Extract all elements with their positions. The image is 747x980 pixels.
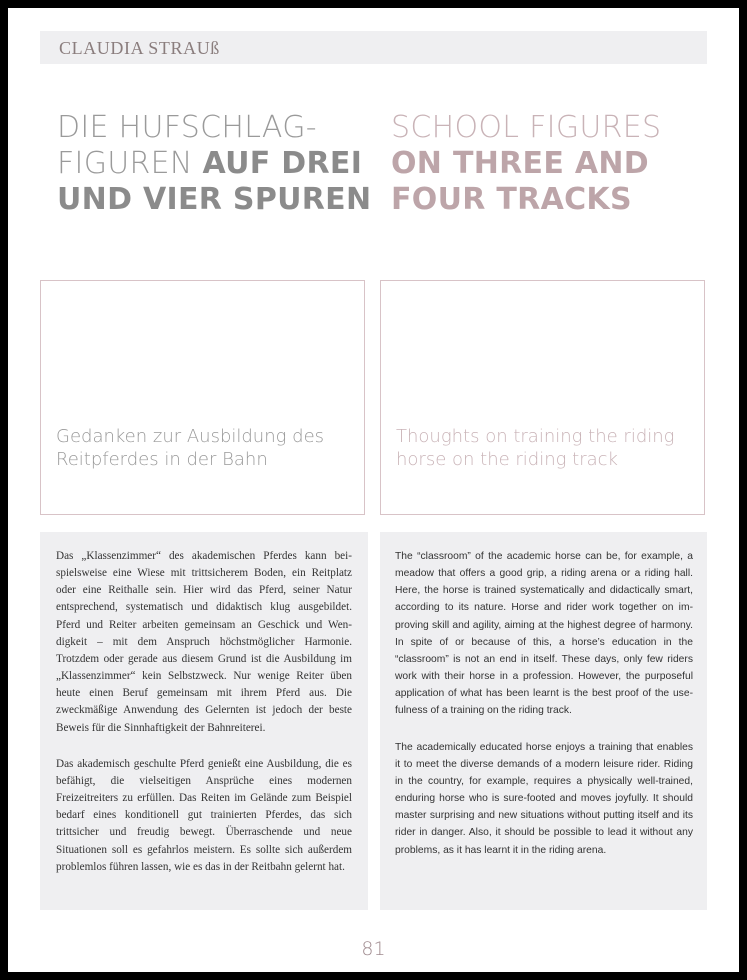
page-number: 81 [361, 938, 386, 960]
title-german [57, 110, 377, 218]
title-german-bold: AUF DREI UND VIER SPUREN [57, 146, 372, 217]
body-german-paragraph-2: Das akademisch geschulte Pferd genießt eine Ausbildung, die es befähigt, die vielseitigen Ansprüche eines modernen Freizeitreiters zu erfüllen. Das Reiten im Gelände zum Beispiel bedarf eines konditionell gut trainierten Pferdes, das sich trittsicher und freudig bewegt. Überraschende und neue Situationen soll es gefahrlos meistern. Es sollte sich außerdem problemlos führen lassen, wie es das in der Reitbahn gelernt hat. [56, 757, 352, 873]
author-header-bar [40, 31, 707, 64]
author-name: CLAUDIA STRAUß [59, 38, 220, 58]
subtitle-german: Gedanken zur Ausbildung des Reitpferdes in der Bahn [56, 426, 325, 470]
body-english-paragraph-2: The academically educated horse enjoys a training that enables it to meet the diverse demands of a modern leisure rider. Riding in the country, for example, requires a physically well-trained, enduring horse who is sure-footed and moves joyfully. It should master surprising and new situations without putting itself and its rider in danger. Also, it should be possible to lead it without any problems, as it has learnt it in the riding arena. [395, 741, 693, 856]
body-text-german [40, 532, 368, 910]
document-page [8, 8, 739, 972]
body-text-english [380, 532, 707, 910]
title-english-bold: ON THREE AND FOUR TRACKS [391, 146, 649, 217]
title-german-light: DIE HUFSCHLAG-FIGUREN [57, 110, 317, 181]
body-english-paragraph-1: The “classroom” of the academic horse can be, for example, a meadow that offers a good grip, a riding arena or a riding hall. Here, the horse is trained systematically and didactically smart, according to its nature. Horse and rider work together on improving skill and agility, aiming at the highest degree of harmony. In spite of or because of this, a horse’s education in the “classroom” is not an end in itself. These days, only few riders work with their horse in a profession. However, the purposeful application of what has been learnt is the best proof of the usefulness of a training on the riding track. [395, 551, 693, 717]
subtitle-english: Thoughts on training the riding horse on the riding track [396, 426, 675, 470]
body-german-paragraph-1: Das „Klassenzimmer“ des akademischen Pferdes kann beispielsweise eine Wiese mit trittsicherem Boden, ein Reitplatz oder eine Reithalle sein. Hier wird das Pferd, seiner Natur entsprechend, systematisch und didaktisch klug ausgebildet. Pferd und Reiter arbeiten gemeinsam an Geschick und Wendigkeit – mit dem Anspruch höchstmöglicher Harmonie. Trotzdem oder gerade aus diesem Grund ist die Ausbildung im „Klassenzimmer“ kein Selbstzweck. Nur wenige Reiter üben heute einen Beruf gemeinsam mit ihrem Pferd aus. Die zweckmäßige Anwendung des Gelernten ist jedoch der beste Beweis für die Sinnhaftigkeit der Bahnreiterei. [56, 550, 352, 734]
subtitle-box-english [380, 280, 705, 515]
subtitle-box-german [40, 280, 365, 515]
title-english [391, 110, 711, 218]
title-english-light: SCHOOL FIGURES [391, 110, 662, 145]
